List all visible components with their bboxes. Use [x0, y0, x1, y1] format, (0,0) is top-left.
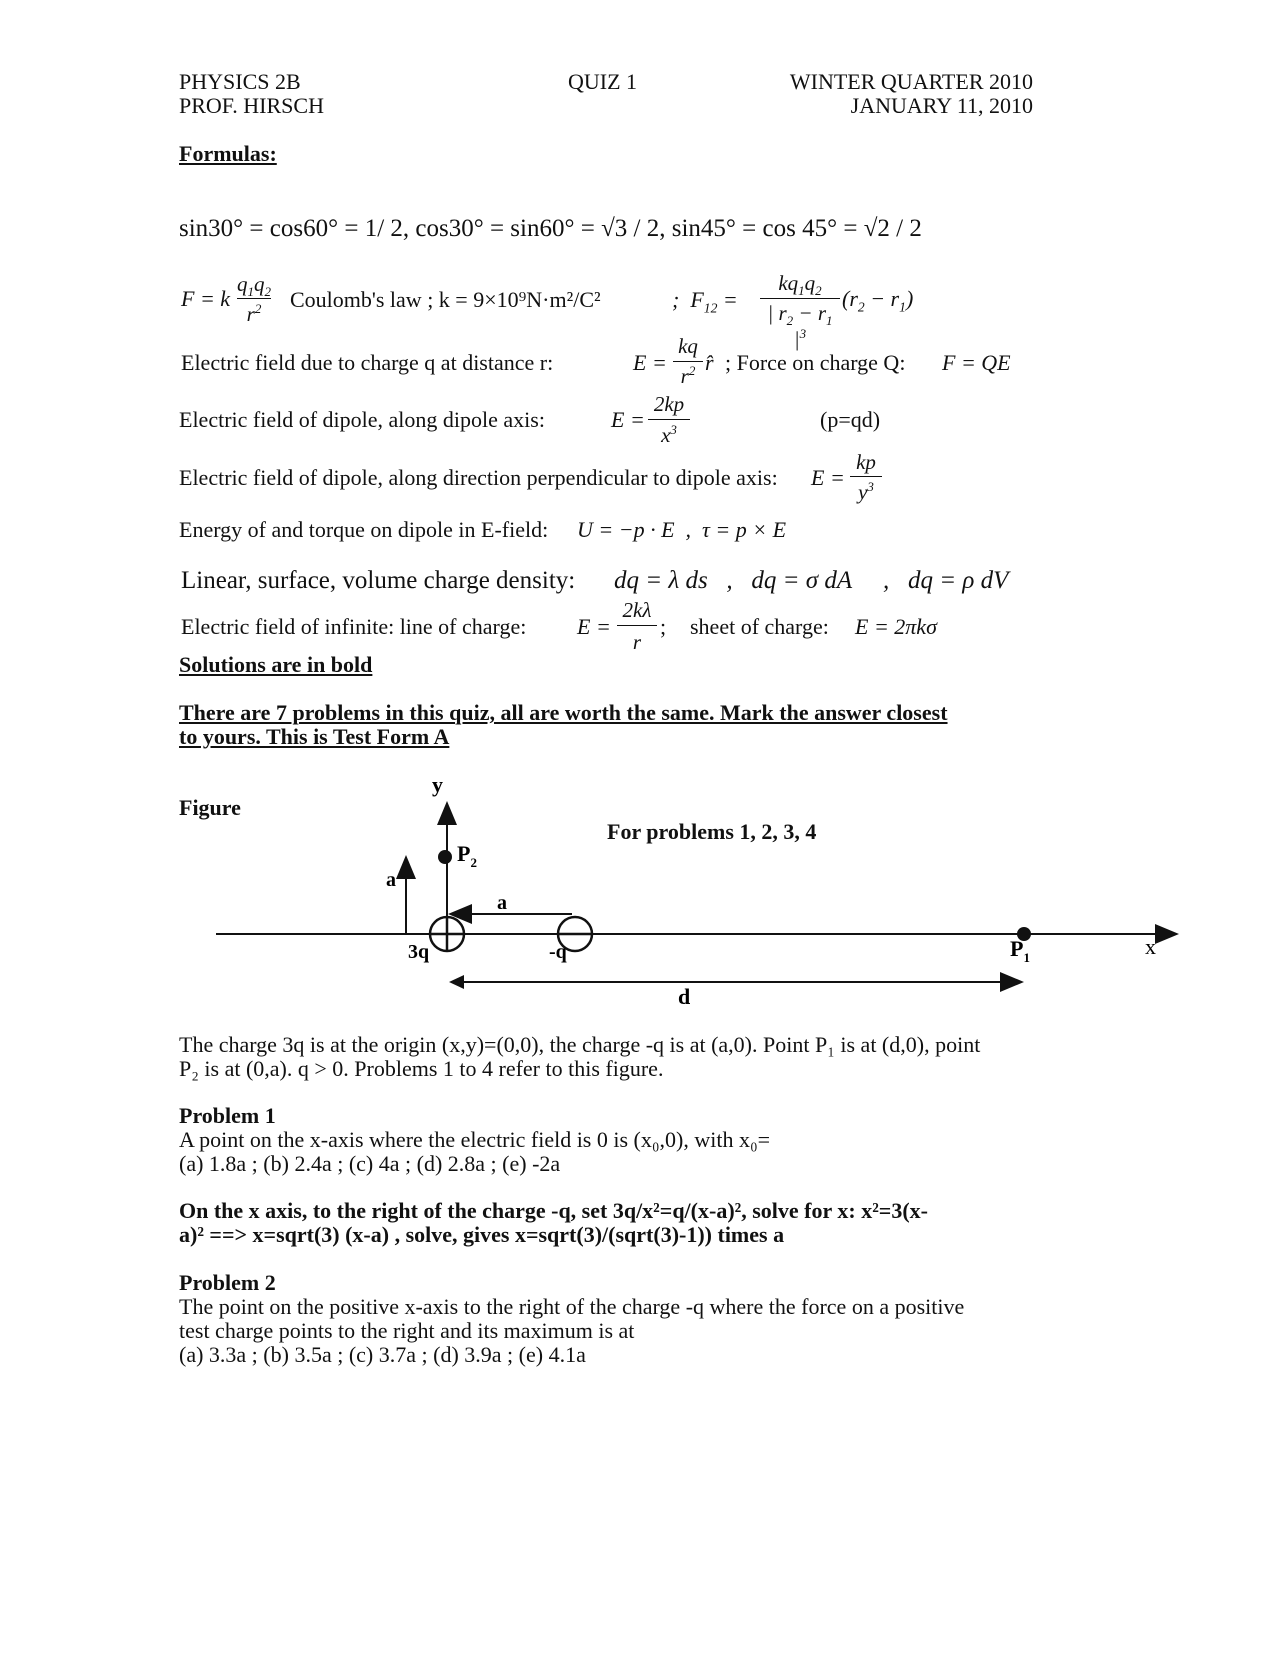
instructions-line-1: There are 7 problems in this quiz, all are worth the same. Mark the answer closest [179, 700, 948, 725]
charge-figure [0, 760, 1280, 1020]
distance-d-label: d [678, 984, 691, 1009]
problem-1-solution-2: a)² ==> x=sqrt(3) (x-a) , solve, gives x=sqrt(3)/(sqrt(3)-1)) times a [179, 1222, 785, 1247]
y-axis-label: y [432, 772, 443, 797]
figure-label: Figure [179, 795, 241, 820]
p2-label: $P_2$ [457, 841, 477, 870]
sheet-charge-label: sheet of charge: [690, 614, 829, 639]
sheet-charge-formula: E = 2πkσ [855, 614, 937, 639]
problem-2-title: Problem 2 [179, 1270, 276, 1295]
force-label: ; Force on charge Q: [725, 350, 906, 375]
problem-2-options: (a) 3.3a ; (b) 3.5a ; (c) 3.7a ; (d) 3.9a ; (e) 4.1a [179, 1342, 586, 1367]
problem-2-text-1: The point on the positive x-axis to the right of the charge -q where the force on a positive [179, 1294, 965, 1319]
professor-name: PROF. HIRSCH [179, 93, 324, 118]
field-point-charge-label: Electric field due to charge q at distance r: [181, 350, 554, 375]
problem-1-options: (a) 1.8a ; (b) 2.4a ; (c) 4a ; (d) 2.8a ; (e) -2a [179, 1151, 561, 1176]
problem-1-title: Problem 1 [179, 1103, 276, 1128]
infinite-field-label: Electric field of infinite: line of charge: [181, 614, 527, 639]
charge-density-label: Linear, surface, volume charge density: [181, 567, 576, 594]
dipole-moment-def: (p=qd) [820, 407, 881, 432]
p1-label: $P_1$ [1010, 936, 1030, 965]
force-formula: F = QE [942, 350, 1011, 375]
x-axis-label: x [1145, 934, 1156, 959]
dipole-axis-label: Electric field of dipole, along dipole axis: [179, 407, 545, 432]
date: JANUARY 11, 2010 [850, 93, 1033, 118]
formulas-heading: Formulas: [179, 141, 277, 166]
charge-density-formulas: dq = λ ds , dq = σ dA , dq = ρ dV [614, 567, 1009, 594]
vertical-a-label: a [386, 869, 396, 891]
term: WINTER QUARTER 2010 [789, 69, 1033, 94]
course-title: PHYSICS 2B [179, 69, 301, 94]
dipole-perp-label: Electric field of dipole, along direction perpendicular to dipole axis: [179, 465, 778, 490]
charge-neg-q-label: -q [549, 941, 567, 963]
problem-1-text: A point on the x-axis where the electric field is 0 is (x₀,0), with x₀= [179, 1127, 771, 1152]
quiz-title: QUIZ 1 [568, 69, 638, 94]
figure-description-1: The charge 3q is at the origin (x,y)=(0,0), the charge -q is at (a,0). Point P₁ is at (d,0), point [179, 1032, 981, 1057]
solutions-note: Solutions are in bold [179, 652, 373, 677]
figure-description-2: P₂ is at (0,a). q > 0. Problems 1 to 4 refer to this figure. [179, 1056, 664, 1081]
energy-torque-label: Energy of and torque on dipole in E-field: [179, 517, 549, 542]
instructions-line-2: to yours. This is Test Form A [179, 724, 450, 749]
problem-2-text-2: test charge points to the right and its maximum is at [179, 1318, 635, 1343]
trig-identities: sin30° = cos60° = 1/ 2, cos30° = sin60° = √3 / 2, sin45° = cos 45° = √2 / 2 [179, 215, 922, 242]
charge-3q-label: 3q [408, 941, 430, 963]
energy-torque-formula: U = −p · E , τ = p × E [577, 517, 787, 542]
problem-1-solution-1: On the x axis, to the right of the charge -q, set 3q/x²=q/(x-a)², solve for x: x²=3(x- [179, 1198, 928, 1223]
figure-caption: For problems 1, 2, 3, 4 [607, 819, 817, 844]
coulomb-law-label: Coulomb's law ; k = 9×10⁹N·m²/C² [290, 287, 601, 312]
point-p2 [438, 850, 452, 864]
horizontal-a-label: a [497, 892, 507, 914]
